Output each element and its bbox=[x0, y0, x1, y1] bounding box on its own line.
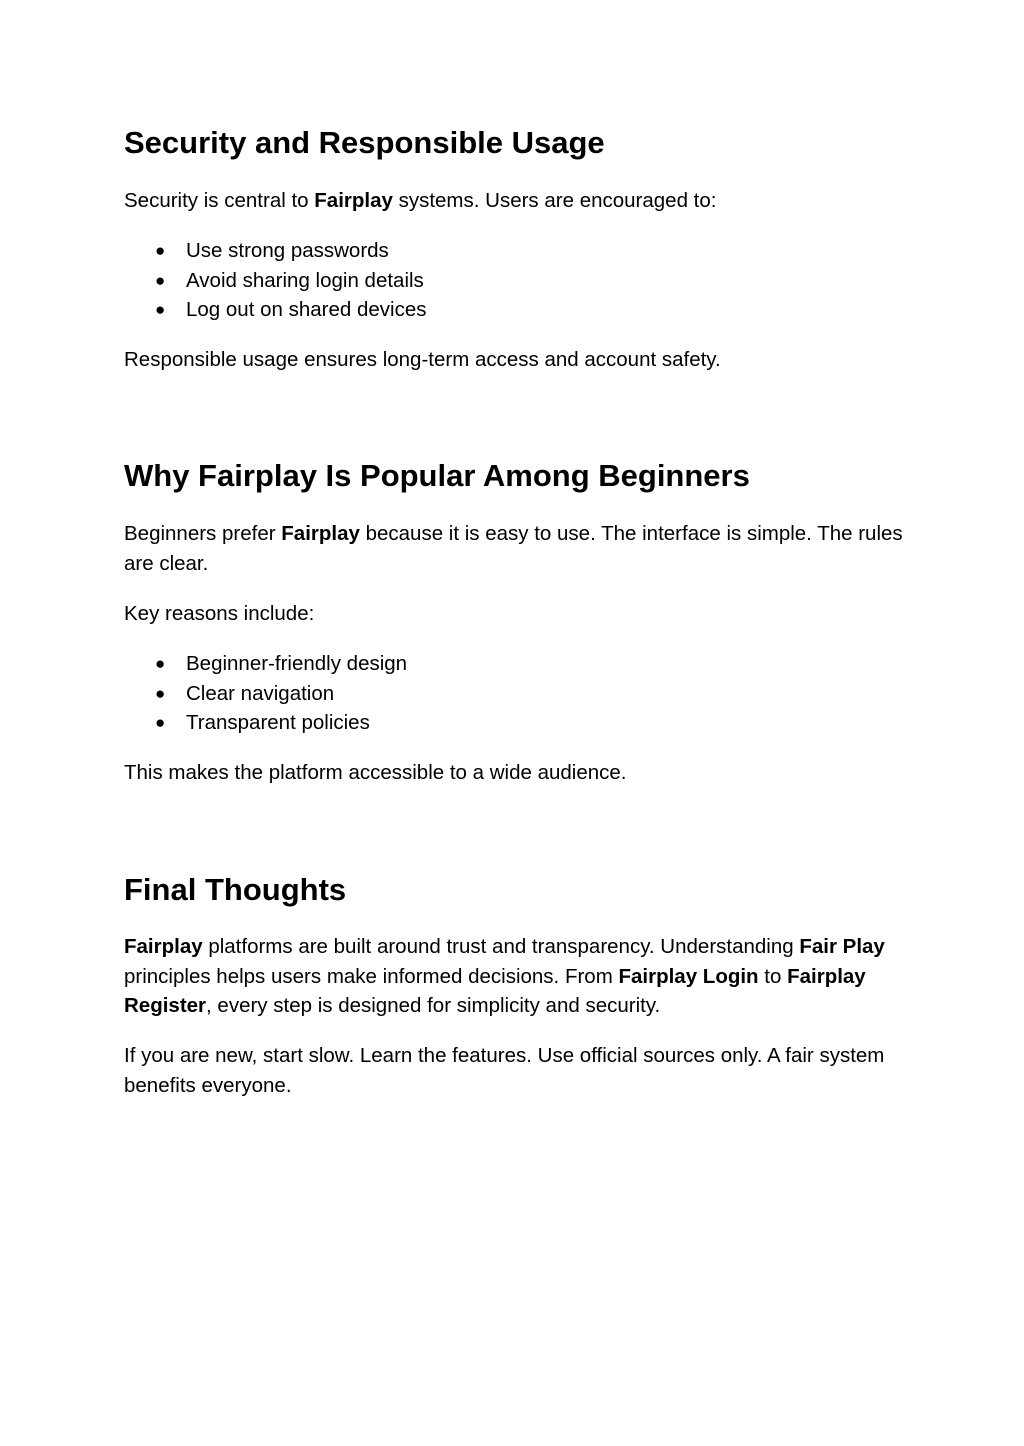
final-text-4: , every step is designed for simplicity and security. bbox=[206, 994, 661, 1017]
final-paragraph-2: If you are new, start slow. Learn the features. Use official sources only. A fair system benefits everyone. bbox=[124, 1044, 885, 1097]
list-item bbox=[124, 266, 904, 296]
bullet-icon: ● bbox=[155, 713, 166, 732]
final-text-3: to bbox=[758, 964, 788, 988]
security-outro: Responsible usage ensures long-term access and account safety. bbox=[124, 348, 721, 371]
list-item bbox=[124, 295, 904, 325]
list-item-text: Use strong passwords bbox=[186, 239, 389, 262]
final-bold-1: Fairplay bbox=[124, 935, 203, 958]
bullet-icon: ● bbox=[155, 270, 166, 290]
bullet-icon: ● bbox=[155, 683, 166, 703]
list-item bbox=[124, 708, 904, 738]
final-paragraph-1 bbox=[124, 932, 904, 1021]
final-text-2: principles helps users make informed decisions. From bbox=[124, 964, 619, 988]
popular-outro: This makes the platform accessible to a wide audience. bbox=[124, 761, 627, 784]
list-item bbox=[124, 649, 904, 679]
final-bold-4: Fairplay Register bbox=[124, 964, 866, 1017]
section-title-popular: Why Fairplay Is Popular Among Beginners bbox=[124, 458, 750, 493]
popular-intro-pre: Beginners prefer bbox=[124, 522, 282, 545]
popular-list bbox=[124, 649, 904, 738]
security-intro-pre: Security is central to bbox=[124, 189, 315, 212]
bullet-icon: ● bbox=[155, 241, 166, 260]
list-item bbox=[124, 236, 904, 266]
final-bold-3: Fairplay Login bbox=[618, 964, 759, 988]
list-item bbox=[124, 679, 904, 709]
popular-intro bbox=[124, 519, 904, 578]
security-intro-post: systems. Users are encouraged to: bbox=[392, 189, 717, 212]
final-text-1: platforms are built around trust and transparency. Understanding bbox=[202, 935, 800, 958]
list-item-text: Log out on shared devices bbox=[186, 298, 427, 321]
security-intro bbox=[124, 186, 904, 216]
list-item-text: Clear navigation bbox=[186, 681, 335, 705]
list-item-text: Beginner-friendly design bbox=[186, 652, 408, 675]
security-intro-bold: Fairplay bbox=[314, 189, 393, 212]
popular-key-reasons: Key reasons include: bbox=[124, 602, 315, 625]
security-list bbox=[124, 236, 904, 325]
section-title-final: Final Thoughts bbox=[124, 872, 347, 907]
popular-intro-bold: Fairplay bbox=[281, 522, 360, 545]
final-bold-2: Fair Play bbox=[799, 935, 885, 958]
bullet-icon: ● bbox=[155, 300, 166, 319]
popular-intro-post: because it is easy to use. The interface is simple. The rules are clear. bbox=[124, 522, 903, 575]
list-item-text: Avoid sharing login details bbox=[186, 268, 424, 292]
bullet-icon: ● bbox=[155, 654, 166, 673]
list-item-text: Transparent policies bbox=[186, 711, 370, 734]
section-title-security: Security and Responsible Usage bbox=[124, 125, 605, 160]
